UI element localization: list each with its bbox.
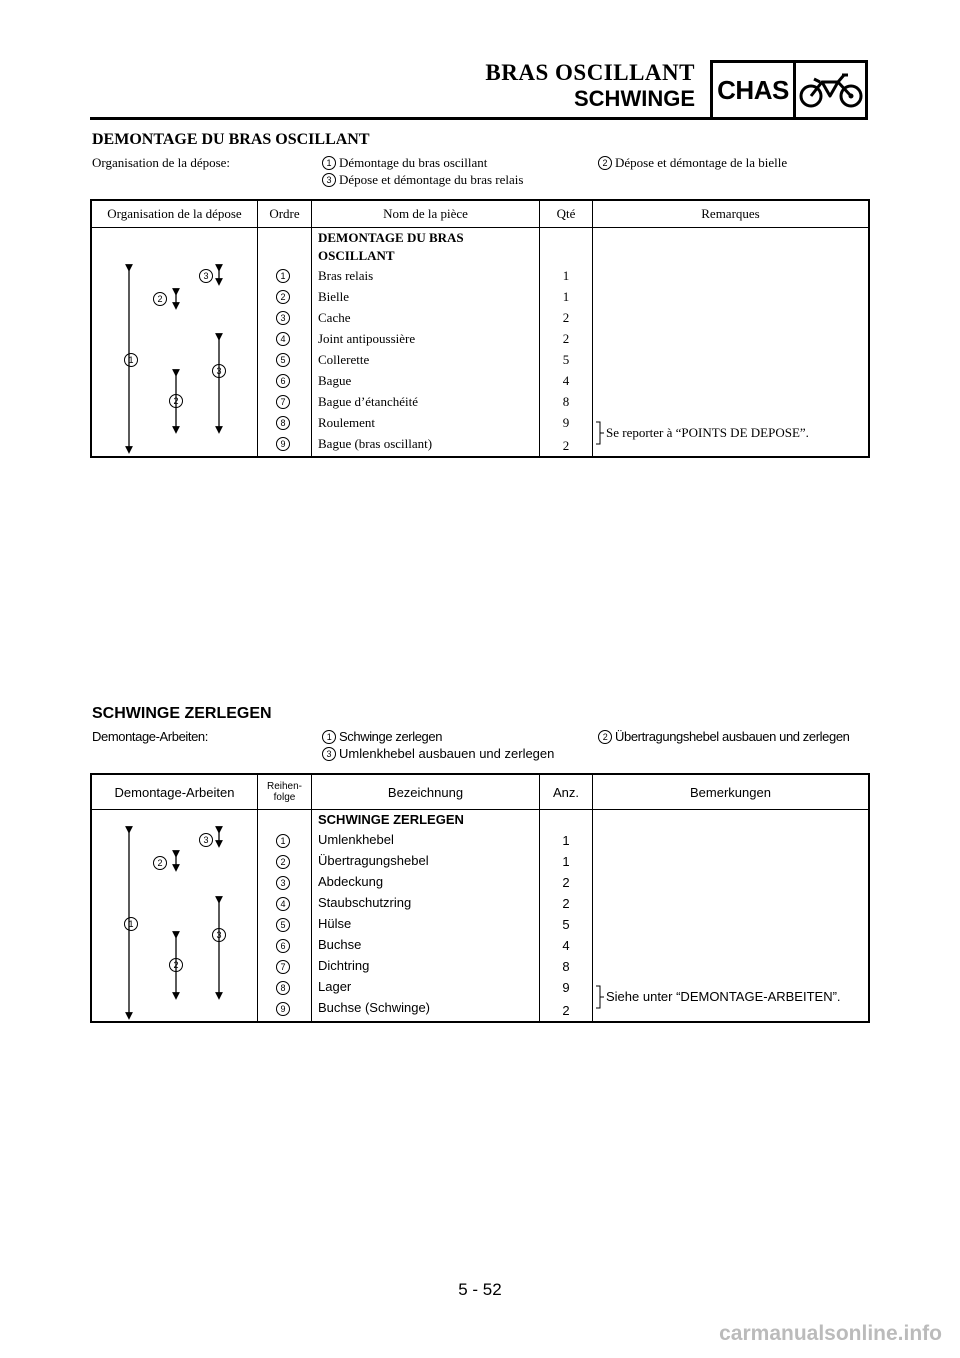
part-name: Abdeckung — [318, 874, 384, 889]
part-name: Bague (bras oscillant) — [318, 436, 433, 451]
part-name: Hülse — [318, 916, 352, 931]
col-header: Bezeichnung — [312, 774, 540, 810]
diagram-label: 1 — [124, 917, 138, 931]
bracket — [595, 985, 605, 1009]
org-step-de-1: 1 Schwinge zerlegen — [322, 728, 442, 745]
group-title: SCHWINGE ZERLEGEN — [318, 812, 464, 827]
org-step-de-2: 2 Übertragungshebel ausbauen und zerlegen — [598, 728, 849, 745]
part-name: Bras relais — [318, 268, 374, 283]
parts-table-fr — [90, 199, 870, 458]
diagram-label: 1 — [124, 353, 138, 367]
motorcycle-icon — [796, 63, 865, 117]
section-title-de: SCHWINGE ZERLEGEN — [92, 705, 272, 722]
col-header: Reihen- folge — [258, 774, 312, 810]
part-name: Bielle — [318, 289, 350, 304]
footer-watermark: carmanualsonline.info — [719, 1322, 942, 1345]
name-column — [312, 228, 540, 458]
part-name: Staubschutzring — [318, 895, 412, 910]
col-header: Organisation de la dépose — [91, 200, 258, 228]
diagram-label: 2 — [169, 394, 183, 408]
section-title-fr: DEMONTAGE DU BRAS OSCILLANT — [92, 131, 370, 148]
diagram-label: 3 — [212, 364, 226, 378]
col-header: Remarques — [593, 200, 870, 228]
part-name: Joint antipoussière — [318, 331, 416, 346]
header-rule — [90, 117, 710, 120]
qty-column: 1 1 2 2 5 4 8 9 2 — [540, 810, 593, 1023]
org-label-de: Demontage-Arbeiten: — [92, 729, 208, 744]
parts-table-de — [90, 773, 870, 1023]
part-name: Collerette — [318, 352, 370, 367]
org-step-de-3: 3 Umlenkhebel ausbauen und zerlegen — [322, 745, 554, 762]
diagram-label: 3 — [212, 928, 226, 942]
org-step-fr-2: 2 Dépose et démontage de la bielle — [598, 154, 787, 171]
part-name: Lager — [318, 979, 352, 994]
part-name: Dichtring — [318, 958, 370, 973]
col-header: Qté — [540, 200, 593, 228]
col-header: Demontage-Arbeiten — [91, 774, 258, 810]
order-column: 1 2 3 4 5 6 7 8 9 — [258, 228, 312, 458]
order-column: 1 2 3 4 5 6 7 8 9 — [258, 810, 312, 1023]
page-number: 5 - 52 — [458, 1280, 502, 1299]
part-name: Buchse — [318, 937, 362, 952]
col-header: Anz. — [540, 774, 593, 810]
col-header: Bemerkungen — [593, 774, 870, 810]
chas-badge — [710, 60, 868, 120]
diagram-label: 3 — [199, 833, 213, 847]
part-name: Übertragungshebel — [318, 853, 429, 868]
remarks-column — [593, 810, 870, 1023]
diagram-label: 2 — [153, 292, 167, 306]
part-name: Bague d’étanchéité — [318, 394, 418, 409]
col-header: Nom de la pièce — [312, 200, 540, 228]
part-name: Buchse (Schwinge) — [318, 1000, 430, 1015]
col-header: Ordre — [258, 200, 312, 228]
org-step-fr-1: 1 Démontage du bras oscillant — [322, 154, 487, 171]
diagram-label: 2 — [169, 958, 183, 972]
disassembly-diagram — [91, 810, 258, 1023]
part-name: Bague — [318, 373, 352, 388]
qty-column: 1 1 2 2 5 4 8 9 2 — [540, 228, 593, 458]
diagram-label: 2 — [153, 856, 167, 870]
org-step-fr-3: 3 Dépose et démontage du bras relais — [322, 171, 523, 188]
name-column — [312, 810, 540, 1023]
header-title-de: SCHWINGE — [574, 86, 695, 111]
remark-text: Se reporter à “POINTS DE DEPOSE”. — [606, 425, 809, 440]
group-title: DEMONTAGE DU BRAS OSCILLANT — [318, 230, 464, 263]
chas-label: CHAS — [713, 63, 796, 117]
part-name: Umlenkhebel — [318, 832, 394, 847]
diagram-label: 3 — [199, 269, 213, 283]
remarks-column — [593, 228, 870, 458]
part-name: Roulement — [318, 415, 376, 430]
part-name: Cache — [318, 310, 351, 325]
org-label-fr: Organisation de la dépose: — [92, 155, 231, 170]
header-title-fr: BRAS OSCILLANT — [485, 60, 695, 85]
disassembly-diagram — [91, 228, 258, 458]
bracket — [595, 421, 605, 445]
remark-text: Siehe unter “DEMONTAGE-ARBEITEN”. — [606, 989, 841, 1004]
